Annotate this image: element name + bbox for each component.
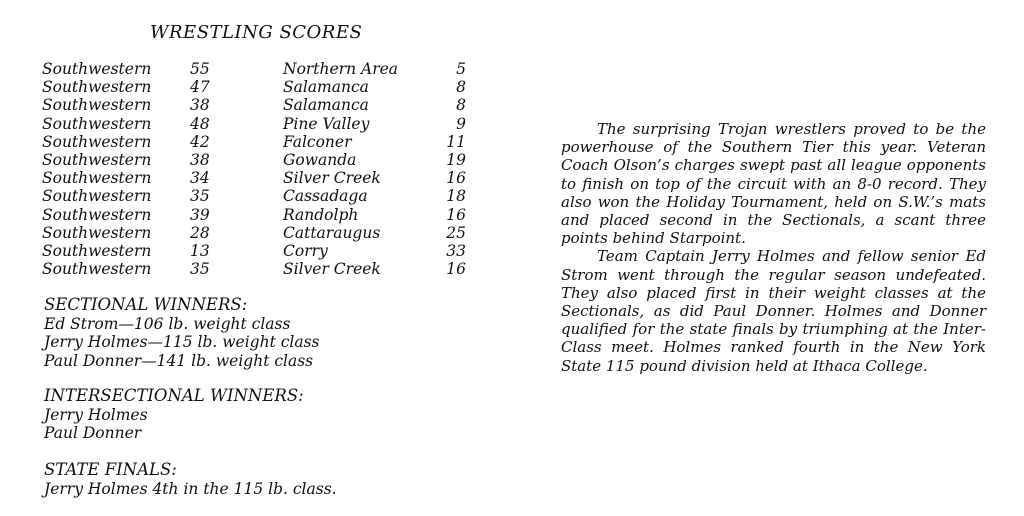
opponent-score: 18 (446, 187, 466, 206)
opponent-name: Silver Creek (283, 169, 381, 188)
team-score: 42 (190, 132, 210, 151)
opponent-score: 5 (456, 60, 466, 78)
opponent-name: Cassadaga (283, 187, 368, 206)
state-finals (44, 461, 337, 498)
opponent-name: Corry (283, 241, 328, 260)
opponent-name: Salamanca (283, 78, 369, 97)
team-score: 34 (190, 169, 210, 188)
team-score: 39 (190, 205, 210, 224)
opponent-name: Falconer (283, 132, 352, 151)
opponent-name: Gowanda (283, 150, 357, 169)
state-heading: STATE FINALS: (44, 460, 177, 479)
sectional-heading: SECTIONAL WINNERS: (44, 295, 248, 314)
intersectional-winners (44, 387, 304, 443)
opponent-name: Randolph (283, 205, 359, 224)
intersectional-line: Jerry Holmes (44, 405, 148, 424)
sectional-winners (44, 296, 320, 370)
opponent-score: 11 (446, 132, 466, 151)
opponent-name: Cattaraugus (283, 223, 381, 242)
opponent-name: Salamanca (283, 96, 369, 115)
team-name: Southwestern (42, 60, 152, 78)
opponent-score: 16 (446, 205, 466, 224)
opponent-name: Northern Area (283, 60, 399, 78)
intersectional-heading: INTERSECTIONAL WINNERS: (44, 386, 304, 405)
opponent-score: 16 (446, 169, 466, 188)
team-name: Southwestern (42, 205, 152, 224)
team-name: Southwestern (42, 223, 152, 242)
article-paragraph: The surprising Trojan wrestlers proved to be the powerhouse of the Southern Tier this year. Veteran Coach Olson’s charges swept past all league opponents to finish on top of the circuit with an 8-0 record. They also won the Holiday Tournament, held on S.W.’s mats and placed second in the Sectionals, a scant three points behind Starpoint. (561, 120, 986, 248)
opponent-score: 8 (456, 96, 466, 115)
opponent-score: 8 (456, 78, 466, 97)
team-score: 13 (190, 241, 210, 260)
state-line: Jerry Holmes 4th in the 115 lb. class. (44, 479, 337, 498)
team-name: Southwestern (42, 114, 152, 133)
article-paragraph: Team Captain Jerry Holmes and fellow senior Ed Strom went through the regular season undefeated. They also placed first in their weight classes at the Sectionals, as did Paul Donner. Holmes and Donner qualified for the state finals by triumphing at the Inter-Class meet. Holmes ranked fourth in the New York State 115 pound division held at Ithaca College. (561, 247, 986, 375)
team-name: Southwestern (42, 150, 152, 169)
opponent-score: 9 (456, 114, 466, 133)
opponent-score: 25 (446, 223, 466, 242)
article-text (561, 120, 986, 375)
team-score: 35 (190, 187, 210, 206)
team-score: 48 (190, 114, 210, 133)
team-name: Southwestern (42, 187, 152, 206)
team-score: 38 (190, 96, 210, 115)
opponent-score: 19 (446, 150, 466, 169)
team-name: Southwestern (42, 132, 152, 151)
team-score: 38 (190, 150, 210, 169)
team-score: 28 (190, 223, 210, 242)
opponent-name: Pine Valley (283, 114, 370, 133)
sectional-line: Paul Donner—141 lb. weight class (44, 351, 314, 370)
intersectional-line: Paul Donner (44, 424, 142, 442)
team-name: Southwestern (42, 169, 152, 188)
team-name: Southwestern (42, 96, 152, 115)
opponent-name: Silver Creek (283, 260, 381, 279)
team-score: 47 (190, 78, 210, 97)
team-score: 35 (190, 260, 210, 279)
opponent-score: 16 (446, 260, 466, 279)
team-score: 55 (190, 60, 210, 78)
team-name: Southwestern (42, 78, 152, 97)
team-name: Southwestern (42, 241, 152, 260)
opponent-score: 33 (446, 241, 466, 260)
sectional-line: Jerry Holmes—115 lb. weight class (44, 333, 320, 351)
page-title: WRESTLING SCORES (150, 22, 363, 43)
team-name: Southwestern (42, 260, 152, 279)
sectional-line: Ed Strom—106 lb. weight class (44, 314, 291, 333)
